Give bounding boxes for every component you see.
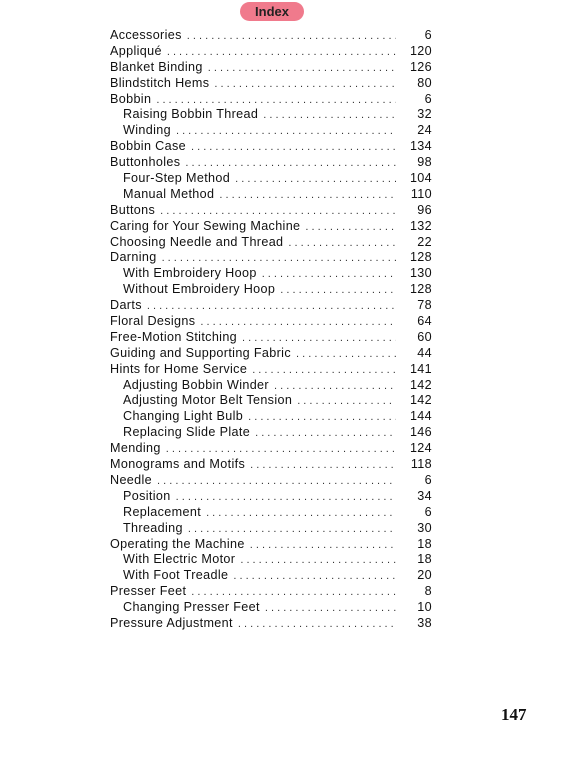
index-entry — [110, 155, 432, 171]
dot-leader — [219, 189, 396, 201]
entry-page-number: 110 — [410, 186, 432, 201]
entry-label: Replacing Slide Plate — [123, 425, 251, 440]
entry-label: Winding — [123, 123, 171, 138]
index-subentry — [110, 489, 432, 505]
dot-leader — [235, 173, 396, 185]
dot-leader — [242, 332, 396, 344]
index-entry — [110, 139, 432, 155]
dot-leader — [297, 395, 396, 407]
entry-label: Raising Bobbin Thread — [123, 107, 259, 122]
entry-label: Presser Feet — [110, 584, 187, 599]
dot-leader — [208, 62, 396, 74]
index-entry — [110, 44, 432, 60]
entry-page-number: 120 — [409, 43, 432, 58]
index-subentry — [110, 123, 432, 139]
dot-leader — [167, 46, 396, 58]
entry-label: Choosing Needle and Thread — [110, 234, 284, 249]
index-entry — [110, 219, 432, 235]
entry-label: Blanket Binding — [110, 59, 203, 74]
entry-page-number: 144 — [409, 409, 432, 424]
entry-page-number: 6 — [424, 504, 432, 519]
entry-label: Position — [123, 488, 171, 503]
dot-leader — [240, 554, 396, 566]
entry-label: Adjusting Motor Belt Tension — [123, 393, 293, 408]
entry-page-number: 6 — [424, 472, 432, 487]
dot-leader — [263, 109, 396, 121]
entry-page-number: 96 — [417, 202, 432, 217]
dot-leader — [187, 30, 396, 42]
entry-label: Buttonholes — [110, 155, 181, 170]
dot-leader — [162, 252, 396, 264]
entry-label: Guiding and Supporting Fabric — [110, 345, 291, 360]
index-entry — [110, 441, 432, 457]
index-subentry — [110, 521, 432, 537]
entry-label: Blindstitch Hems — [110, 75, 210, 90]
dot-leader — [305, 221, 396, 233]
entry-label: Buttons — [110, 202, 156, 217]
dot-leader — [191, 586, 396, 598]
index-entry — [110, 76, 432, 92]
entry-label: Needle — [110, 472, 153, 487]
index-entry — [110, 616, 432, 632]
entry-label: With Embroidery Hoop — [123, 266, 257, 281]
index-entry — [110, 362, 432, 378]
dot-leader — [262, 268, 396, 280]
entry-page-number: 22 — [417, 234, 432, 249]
index-entry — [110, 60, 432, 76]
entry-page-number: 142 — [409, 377, 432, 392]
index-subentry — [110, 600, 432, 616]
entry-label: Hints for Home Service — [110, 361, 248, 376]
index-subentry — [110, 568, 432, 584]
dot-leader — [200, 316, 396, 328]
entry-label: Free-Motion Stitching — [110, 329, 238, 344]
dot-leader — [280, 284, 396, 296]
dot-leader — [166, 443, 396, 455]
dot-leader — [265, 602, 396, 614]
index-subentry — [110, 552, 432, 568]
entry-page-number: 32 — [417, 107, 432, 122]
index-entry — [110, 537, 432, 553]
index-entry — [110, 330, 432, 346]
entry-page-number: 8 — [424, 584, 432, 599]
index-subentry — [110, 266, 432, 282]
index-entry — [110, 346, 432, 362]
dot-leader — [248, 411, 396, 423]
entry-label: Appliqué — [110, 43, 162, 58]
entry-label: Four-Step Method — [123, 171, 231, 186]
entry-page-number: 6 — [424, 91, 432, 106]
index-subentry — [110, 425, 432, 441]
entry-label: Caring for Your Sewing Machine — [110, 218, 301, 233]
dot-leader — [238, 618, 396, 630]
dot-leader — [214, 78, 396, 90]
entry-label: Changing Light Bulb — [123, 409, 244, 424]
dot-leader — [233, 570, 396, 582]
entry-page-number: 64 — [417, 314, 432, 329]
dot-leader — [147, 300, 396, 312]
entry-label: Replacement — [123, 504, 202, 519]
entry-page-number: 60 — [417, 329, 432, 344]
index-entry — [110, 28, 432, 44]
entry-page-number: 6 — [424, 28, 432, 42]
index-entry — [110, 584, 432, 600]
entry-label: Darning — [110, 250, 157, 265]
entry-label: Threading — [123, 520, 183, 535]
entry-page-number: 30 — [417, 520, 432, 535]
entry-label: Bobbin — [110, 91, 152, 106]
entry-label: Darts — [110, 298, 142, 313]
index-badge: Index — [240, 2, 304, 21]
index-subentry — [110, 378, 432, 394]
entry-label: Bobbin Case — [110, 139, 186, 154]
dot-leader — [157, 475, 396, 487]
index-entry — [110, 250, 432, 266]
index-subentry — [110, 187, 432, 203]
dot-leader — [176, 125, 396, 137]
index-entry — [110, 314, 432, 330]
entry-page-number: 104 — [409, 171, 432, 186]
entry-label: Monograms and Motifs — [110, 457, 246, 472]
index-entry — [110, 235, 432, 251]
entry-page-number: 128 — [409, 282, 432, 297]
entry-page-number: 126 — [409, 59, 432, 74]
entry-label: Changing Presser Feet — [123, 600, 260, 615]
entry-page-number: 24 — [417, 123, 432, 138]
entry-page-number: 78 — [417, 298, 432, 313]
entry-label: Manual Method — [123, 186, 215, 201]
entry-page-number: 38 — [417, 615, 432, 630]
entry-page-number: 146 — [409, 425, 432, 440]
dot-leader — [250, 459, 396, 471]
entry-page-number: 134 — [409, 139, 432, 154]
index-entry — [110, 298, 432, 314]
entry-page-number: 98 — [417, 155, 432, 170]
page-number: 147 — [501, 705, 527, 724]
dot-leader — [274, 380, 396, 392]
entry-label: Mending — [110, 441, 161, 456]
index-subentry — [110, 107, 432, 123]
dot-leader — [160, 205, 396, 217]
dot-leader — [206, 507, 396, 519]
index-subentry — [110, 171, 432, 187]
entry-page-number: 130 — [409, 266, 432, 281]
entry-page-number: 80 — [417, 75, 432, 90]
entry-page-number: 18 — [417, 536, 432, 551]
entry-page-number: 142 — [409, 393, 432, 408]
entry-page-number: 10 — [417, 600, 432, 615]
entry-label: Adjusting Bobbin Winder — [123, 377, 269, 392]
entry-page-number: 44 — [417, 345, 432, 360]
entry-page-number: 20 — [417, 568, 432, 583]
entry-label: Floral Designs — [110, 314, 196, 329]
index-subentry — [110, 282, 432, 298]
dot-leader — [296, 348, 396, 360]
entry-page-number: 132 — [409, 218, 432, 233]
index-subentry — [110, 505, 432, 521]
dot-leader — [188, 523, 396, 535]
entry-page-number: 18 — [417, 552, 432, 567]
index-list — [110, 28, 432, 632]
dot-leader — [191, 141, 396, 153]
entry-page-number: 34 — [417, 488, 432, 503]
dot-leader — [250, 539, 396, 551]
index-subentry — [110, 393, 432, 409]
index-subentry — [110, 409, 432, 425]
entry-page-number: 118 — [410, 457, 432, 472]
entry-page-number: 124 — [409, 441, 432, 456]
dot-leader — [288, 237, 396, 249]
index-entry — [110, 473, 432, 489]
entry-page-number: 128 — [409, 250, 432, 265]
index-entry — [110, 92, 432, 108]
dot-leader — [255, 427, 396, 439]
dot-leader — [176, 491, 396, 503]
entry-label: With Electric Motor — [123, 552, 236, 567]
dot-leader — [156, 94, 396, 106]
entry-page-number: 141 — [409, 361, 432, 376]
index-entry — [110, 203, 432, 219]
dot-leader — [185, 157, 396, 169]
entry-label: With Foot Treadle — [123, 568, 229, 583]
index-entry — [110, 457, 432, 473]
entry-label: Pressure Adjustment — [110, 615, 233, 630]
dot-leader — [252, 364, 396, 376]
entry-label: Without Embroidery Hoop — [123, 282, 276, 297]
entry-label: Operating the Machine — [110, 536, 245, 551]
entry-label: Accessories — [110, 28, 182, 42]
